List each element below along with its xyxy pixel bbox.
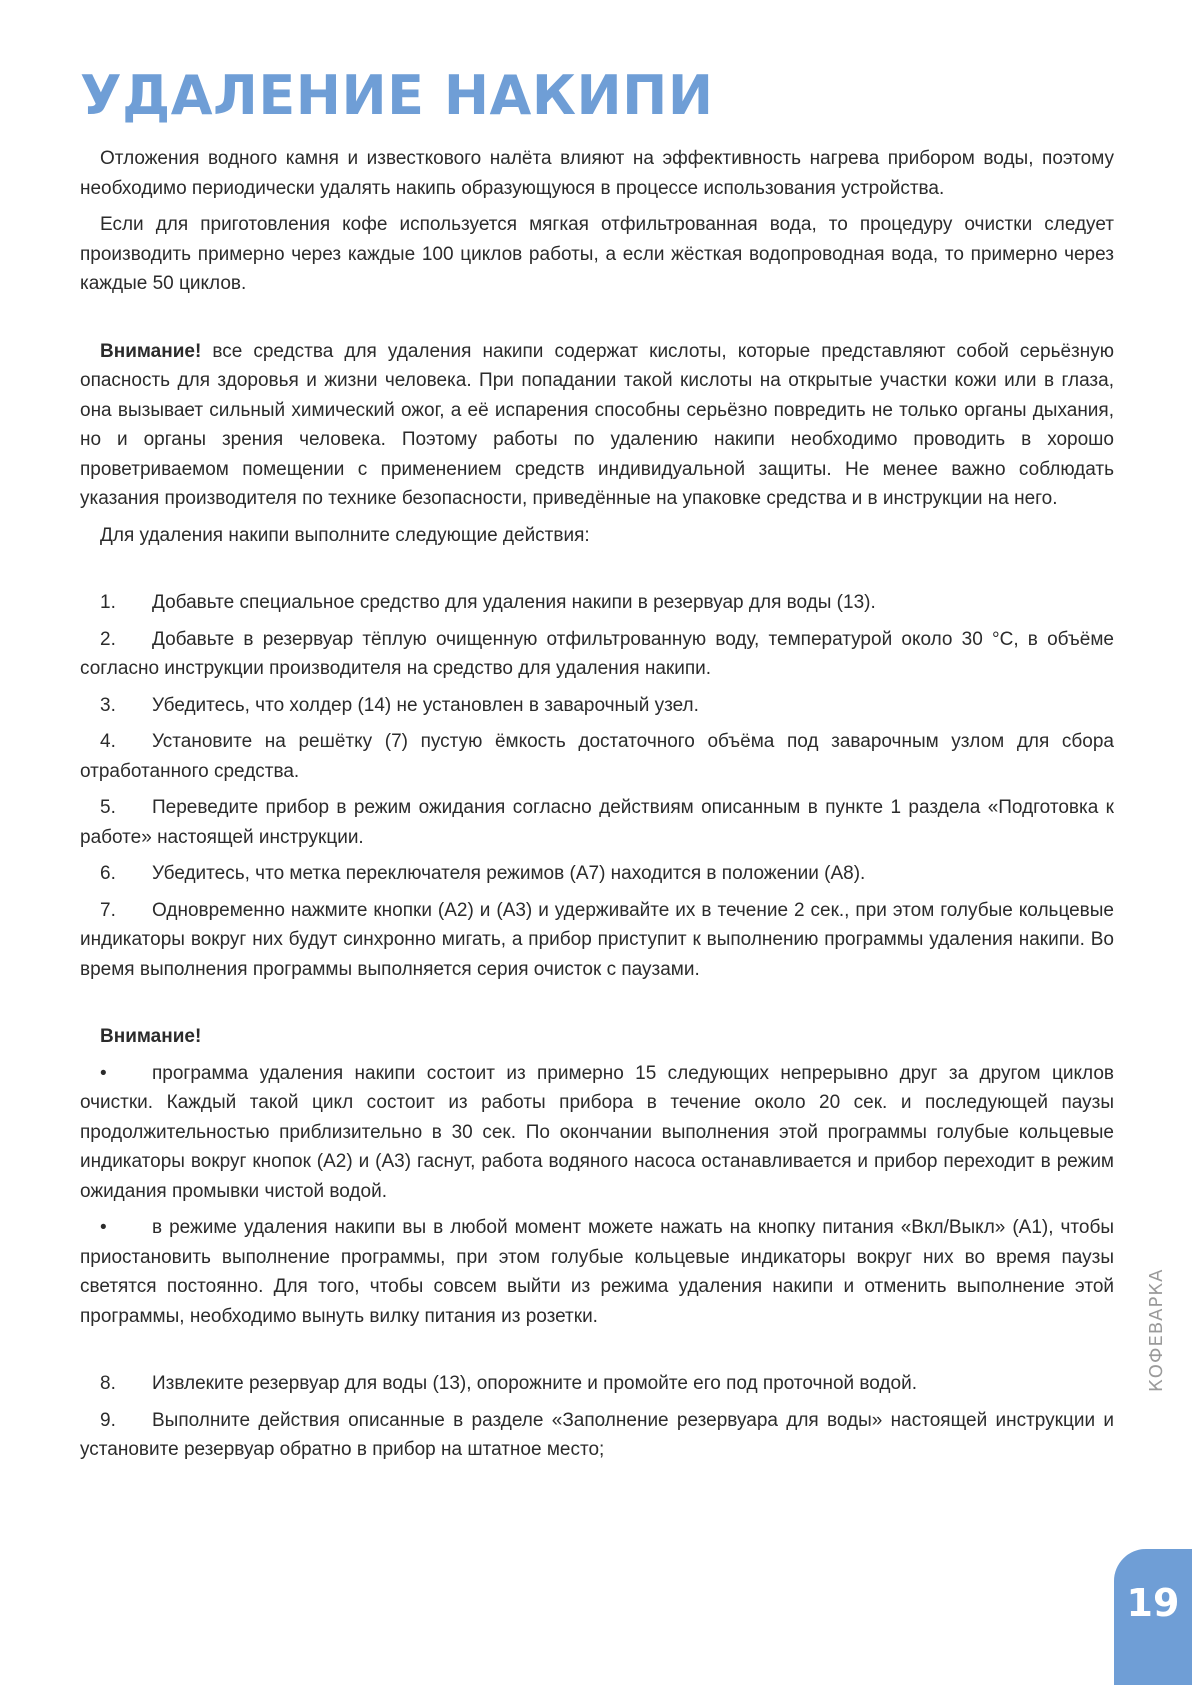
page-content bbox=[80, 144, 1114, 1472]
step-number: 8. bbox=[100, 1373, 116, 1394]
step-number: 4. bbox=[100, 731, 116, 752]
step-number: 5. bbox=[100, 797, 116, 818]
page-number-tab bbox=[1114, 1549, 1192, 1685]
step-item bbox=[80, 625, 1114, 684]
steps-intro: Для удаления накипи выполните следующие действия: bbox=[100, 524, 590, 546]
step-text: Извлеките резервуар для воды (13), опорожните и промойте его под проточной водой. bbox=[152, 1373, 917, 1394]
step-text: Установите на решётку (7) пустую ёмкость достаточного объёма под заварочным узлом для сбора отработанного средства. bbox=[80, 731, 1114, 782]
step-number: 6. bbox=[100, 863, 116, 884]
step-item bbox=[80, 896, 1114, 985]
warning-paragraph bbox=[80, 337, 1114, 514]
step-text: Одновременно нажмите кнопки (А2) и (А3) и удерживайте их в течение 2 сек., при этом голубые кольцевые индикаторы вокруг них будут синхронно мигать, а прибор приступит к выполнению программы удаления накипи. Во время выполнения программы выполняется серия очисток с паузами. bbox=[80, 899, 1114, 980]
step-text: Выполните действия описанные в разделе «Заполнение резервуара для воды» настоящей инструкции и установите резервуар обратно в прибор на штатное место; bbox=[80, 1409, 1114, 1460]
bullet-text: в режиме удаления накипи вы в любой момент можете нажать на кнопку питания «Вкл/Выкл» (А1), чтобы приостановить выполнение программы, при этом голубые кольцевые индикаторы вокруг них во время паузы светятся постоянно. Для того, чтобы совсем выйти из режима удаления накипи и отменить выполнение этой программы, необходимо вынуть вилку питания из розетки. bbox=[80, 1217, 1114, 1327]
step-text: Добавьте специальное средство для удаления накипи в резервуар для воды (13). bbox=[152, 592, 876, 613]
step-number: 9. bbox=[100, 1409, 116, 1431]
step-text: Убедитесь, что метка переключателя режимов (А7) находится в положении (А8). bbox=[152, 863, 866, 884]
intro-paragraph: Отложения водного камня и известкового налёта влияют на эффективность нагрева прибором воды, поэтому необходимо периодически удалять накипь образующуюся в процессе использования устройства. bbox=[80, 148, 1114, 199]
step-text: Убедитесь, что холдер (14) не установлен в заварочный узел. bbox=[152, 694, 699, 716]
step-number: 2. bbox=[100, 628, 116, 650]
bullet-marker: • bbox=[100, 1217, 107, 1238]
section-side-label: КОФЕВАРКА bbox=[1146, 1268, 1167, 1392]
step-item bbox=[80, 727, 1114, 786]
warning-bullet-item bbox=[80, 1059, 1114, 1207]
step-number: 7. bbox=[100, 899, 116, 921]
bullet-text: программа удаления накипи состоит из примерно 15 следующих непрерывно друг за другом циклов очистки. Каждый такой цикл состоит из работы прибора в течение около 20 сек. и последующей паузы продолжительностью приблизительно в 30 сек. По окончании выполнения этой программы голубые кольцевые индикаторы вокруг кнопок (А2) и (А3) гаснут, работа водяного насоса останавливается и прибор переходит в режим ожидания промывки чистой водой. bbox=[80, 1062, 1114, 1202]
warning-bullet-item bbox=[80, 1213, 1114, 1331]
step-item bbox=[80, 691, 1114, 721]
step-text: Переведите прибор в режим ожидания согласно действиям описанным в пункте 1 раздела «Подготовка к работе» настоящей инструкции. bbox=[80, 797, 1114, 848]
step-item bbox=[80, 1369, 1114, 1399]
step-number: 3. bbox=[100, 694, 116, 716]
warning-heading: Внимание! bbox=[100, 1026, 202, 1047]
step-item bbox=[80, 1406, 1114, 1465]
page-title: УДАЛЕНИЕ НАКИПИ bbox=[80, 64, 714, 127]
step-item bbox=[80, 793, 1114, 852]
page-number: 19 bbox=[1126, 1581, 1180, 1625]
step-item bbox=[80, 588, 1114, 618]
step-text: Добавьте в резервуар тёплую очищенную отфильтрованную воду, температурой около 30 °С, в объёме согласно инструкции производителя на средство для удаления накипи. bbox=[80, 628, 1114, 679]
step-item bbox=[80, 859, 1114, 889]
step-number: 1. bbox=[100, 592, 116, 613]
warning-text: все средства для удаления накипи содержат кислоты, которые представляют собой серьёзную опасность для здоровья и жизни человека. При попадании такой кислоты на открытые участки кожи или в глаза, она вызывает сильный химический ожог, а её испарения способны серьёзно повредить не только органы дыхания, но и органы зрения человека. Поэтому работы по удалению накипи необходимо проводить в хорошо проветриваемом помещении с применением средств индивидуальной защиты. Не менее важно соблюдать указания производителя по технике безопасности, приведённые на упаковке средства и в инструкции на него. bbox=[80, 340, 1114, 509]
bullet-marker: • bbox=[100, 1062, 107, 1084]
warning-label: Внимание! bbox=[100, 340, 202, 362]
intro-paragraph: Если для приготовления кофе используется мягкая отфильтрованная вода, то процедуру очистки следует производить примерно через каждые 100 циклов работы, а если жёсткая водопроводная вода, то примерно через каждые 50 циклов. bbox=[80, 214, 1114, 294]
